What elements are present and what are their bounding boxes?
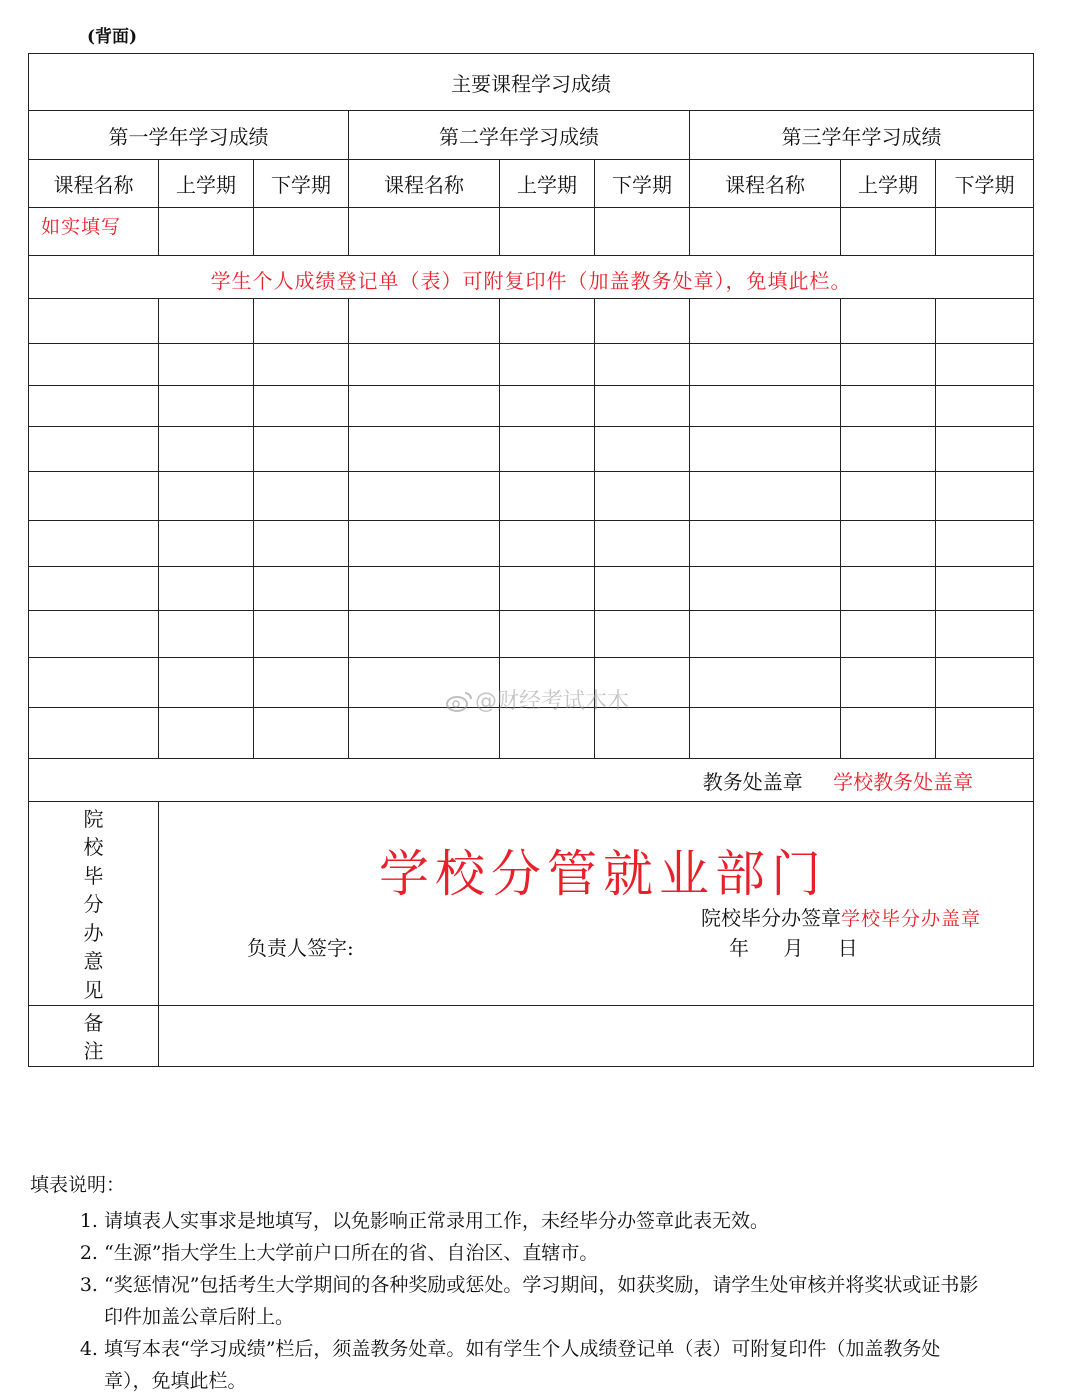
table-row: [29, 386, 1034, 427]
col-course-name: 课程名称: [349, 160, 500, 208]
grade-cell[interactable]: [29, 427, 159, 472]
grade-cell[interactable]: [936, 521, 1034, 567]
grade-cell[interactable]: [29, 299, 159, 344]
grade-cell[interactable]: [841, 299, 936, 344]
grade-cell[interactable]: [841, 521, 936, 567]
instruction-item: 3. “奖惩情况”包括考生大学期间的各种奖励或惩处。学习期间，如获奖励，请学生处审核并将奖状或证书影印件加盖公章后附上。: [104, 1269, 984, 1333]
col-course-name: 课程名称: [690, 160, 841, 208]
table-row: [29, 521, 1034, 567]
grade-cell[interactable]: [500, 427, 595, 472]
col-second-term: 下学期: [254, 160, 349, 208]
grade-cell[interactable]: [29, 658, 159, 708]
watermark-text: @财经考试木木: [475, 689, 630, 714]
grade-cell[interactable]: [500, 472, 595, 521]
grade-cell[interactable]: [690, 344, 841, 386]
grade-cell[interactable]: [841, 567, 936, 611]
col-first-term: 上学期: [159, 160, 254, 208]
grade-cell[interactable]: [349, 427, 500, 472]
academic-stamp-label: 教务处盖章: [702, 769, 803, 794]
notice-row: 学生个人成绩登记单（表）可附复印件（加盖教务处章），免填此栏。: [29, 256, 1034, 299]
year3-header: 第三学年学习成绩: [690, 111, 1034, 160]
grade-cell[interactable]: [254, 611, 349, 658]
grade-cell[interactable]: [254, 708, 349, 759]
grade-cell[interactable]: [595, 427, 690, 472]
grade-cell[interactable]: [254, 427, 349, 472]
grade-cell[interactable]: [841, 708, 936, 759]
grade-cell[interactable]: [841, 611, 936, 658]
grade-cell[interactable]: [349, 299, 500, 344]
grade-cell[interactable]: [29, 611, 159, 658]
grade-cell[interactable]: [159, 567, 254, 611]
grade-cell[interactable]: [349, 708, 500, 759]
grade-cell[interactable]: [349, 344, 500, 386]
grade-cell[interactable]: [159, 521, 254, 567]
grade-cell[interactable]: [29, 386, 159, 427]
grade-cell[interactable]: [841, 386, 936, 427]
grade-cell[interactable]: [690, 708, 841, 759]
instructions-list: [30, 1205, 984, 1397]
grade-cell[interactable]: [349, 208, 500, 256]
date-day: 日: [837, 936, 858, 960]
grade-cell[interactable]: [690, 521, 841, 567]
grade-cell[interactable]: [690, 208, 841, 256]
grade-cell[interactable]: [936, 299, 1034, 344]
page-side-label: (背面): [87, 27, 138, 47]
grade-cell[interactable]: [500, 708, 595, 759]
grade-cell[interactable]: [500, 521, 595, 567]
date-year: 年: [729, 936, 749, 960]
grade-cell[interactable]: [254, 658, 349, 708]
grade-cell[interactable]: [595, 567, 690, 611]
grade-cell[interactable]: [349, 472, 500, 521]
grade-cell[interactable]: [29, 472, 159, 521]
table-row: [29, 427, 1034, 472]
instructions: [30, 1170, 984, 1397]
grade-cell[interactable]: [595, 386, 690, 427]
grade-cell[interactable]: [500, 611, 595, 658]
grade-cell[interactable]: [159, 427, 254, 472]
table-title: 主要课程学习成绩: [29, 54, 1034, 111]
grade-cell[interactable]: [595, 208, 690, 256]
grade-cell[interactable]: [936, 208, 1034, 256]
grade-cell[interactable]: [936, 472, 1034, 521]
academic-stamp-row: [29, 759, 1034, 802]
table-row: [29, 344, 1034, 386]
office-stamp: [701, 902, 981, 931]
date-fields: [729, 932, 886, 961]
watermark: [445, 684, 629, 715]
grade-cell[interactable]: [595, 344, 690, 386]
office-stamp-note: 学校毕分办盖章: [841, 908, 982, 930]
opinion-department: 学校分管就业部门: [379, 845, 827, 903]
grade-cell[interactable]: [595, 611, 690, 658]
date-month: 月: [783, 936, 804, 960]
table-row: [29, 708, 1034, 759]
grade-cell[interactable]: [29, 708, 159, 759]
col-first-term: 上学期: [500, 160, 595, 208]
grade-cell[interactable]: [29, 521, 159, 567]
grade-cell[interactable]: [159, 208, 254, 256]
grade-cell[interactable]: [254, 567, 349, 611]
grade-cell[interactable]: [595, 472, 690, 521]
year2-header: 第二学年学习成绩: [349, 111, 690, 160]
grade-cell[interactable]: [690, 299, 841, 344]
grade-cell[interactable]: [349, 567, 500, 611]
grade-cell[interactable]: [254, 299, 349, 344]
col-course-name: 课程名称: [29, 160, 159, 208]
table-row: [29, 299, 1034, 344]
grade-cell[interactable]: [936, 708, 1034, 759]
grade-cell[interactable]: [500, 344, 595, 386]
table-row: [29, 567, 1034, 611]
grade-cell[interactable]: [936, 386, 1034, 427]
grade-cell[interactable]: [254, 521, 349, 567]
year1-header: 第一学年学习成绩: [29, 111, 349, 160]
grade-cell[interactable]: [254, 208, 349, 256]
grade-cell[interactable]: [159, 611, 254, 658]
grade-cell[interactable]: [690, 567, 841, 611]
grade-cell[interactable]: [254, 386, 349, 427]
grade-cell[interactable]: [595, 708, 690, 759]
col-second-term: 下学期: [595, 160, 690, 208]
grade-cell[interactable]: [254, 472, 349, 521]
grade-cell[interactable]: [349, 521, 500, 567]
grade-cell[interactable]: [349, 611, 500, 658]
grade-cell[interactable]: [500, 299, 595, 344]
grade-cell[interactable]: [159, 472, 254, 521]
grade-cell[interactable]: [500, 567, 595, 611]
office-stamp-label: 院校毕分办签章: [701, 906, 841, 930]
academic-stamp-note: 学校教务处盖章: [833, 769, 974, 794]
opinion-label: 院 校 毕 分 办 意 见: [29, 802, 159, 1006]
grade-cell[interactable]: [159, 386, 254, 427]
grade-cell[interactable]: [690, 658, 841, 708]
remarks-label: 备 注: [29, 1006, 159, 1067]
grade-cell[interactable]: [254, 344, 349, 386]
grades-table: [28, 53, 1034, 1067]
grade-cell[interactable]: [841, 344, 936, 386]
instruction-item: 1. 请填表人实事求是地填写，以免影响正常录用工作，未经毕分办签章此表无效。: [104, 1205, 984, 1237]
grade-cell[interactable]: [159, 658, 254, 708]
col-first-term: 上学期: [841, 160, 936, 208]
col-second-term: 下学期: [936, 160, 1034, 208]
grade-cell[interactable]: [841, 427, 936, 472]
grade-cell[interactable]: [841, 208, 936, 256]
grade-cell[interactable]: [690, 472, 841, 521]
instruction-item: 2. “生源”指大学生上大学前户口所在的省、自治区、直辖市。: [104, 1237, 984, 1269]
grade-cell[interactable]: [595, 299, 690, 344]
grade-cell[interactable]: [29, 567, 159, 611]
grade-cell[interactable]: [936, 567, 1034, 611]
signature-label: 负责人签字:: [247, 936, 354, 960]
grade-cell[interactable]: [159, 299, 254, 344]
grade-cell[interactable]: [159, 708, 254, 759]
table-row: [29, 472, 1034, 521]
grade-cell[interactable]: [936, 658, 1034, 708]
weibo-logo-icon: [445, 690, 473, 712]
grade-cell[interactable]: [690, 427, 841, 472]
fill-note: 如实填写: [29, 208, 159, 256]
instructions-title: 填表说明：: [30, 1174, 126, 1196]
grade-cell[interactable]: [690, 386, 841, 427]
grade-cell[interactable]: [29, 344, 159, 386]
remarks-cell[interactable]: [159, 1006, 1034, 1067]
grade-cell[interactable]: [595, 521, 690, 567]
opinion-cell: [159, 802, 1034, 1006]
grade-cell[interactable]: [690, 611, 841, 658]
grade-cell[interactable]: [936, 344, 1034, 386]
grade-cell[interactable]: [159, 344, 254, 386]
grade-cell[interactable]: [500, 208, 595, 256]
instruction-item: 4. 填写本表“学习成绩”栏后，须盖教务处章。如有学生个人成绩登记单（表）可附复印件（加盖教务处章），免填此栏。: [104, 1333, 984, 1397]
grade-cell[interactable]: [841, 658, 936, 708]
grade-cell[interactable]: [841, 472, 936, 521]
grade-cell[interactable]: [500, 386, 595, 427]
grade-cell[interactable]: [349, 386, 500, 427]
grade-cell[interactable]: [936, 611, 1034, 658]
grade-cell[interactable]: [936, 427, 1034, 472]
table-row: [29, 611, 1034, 658]
